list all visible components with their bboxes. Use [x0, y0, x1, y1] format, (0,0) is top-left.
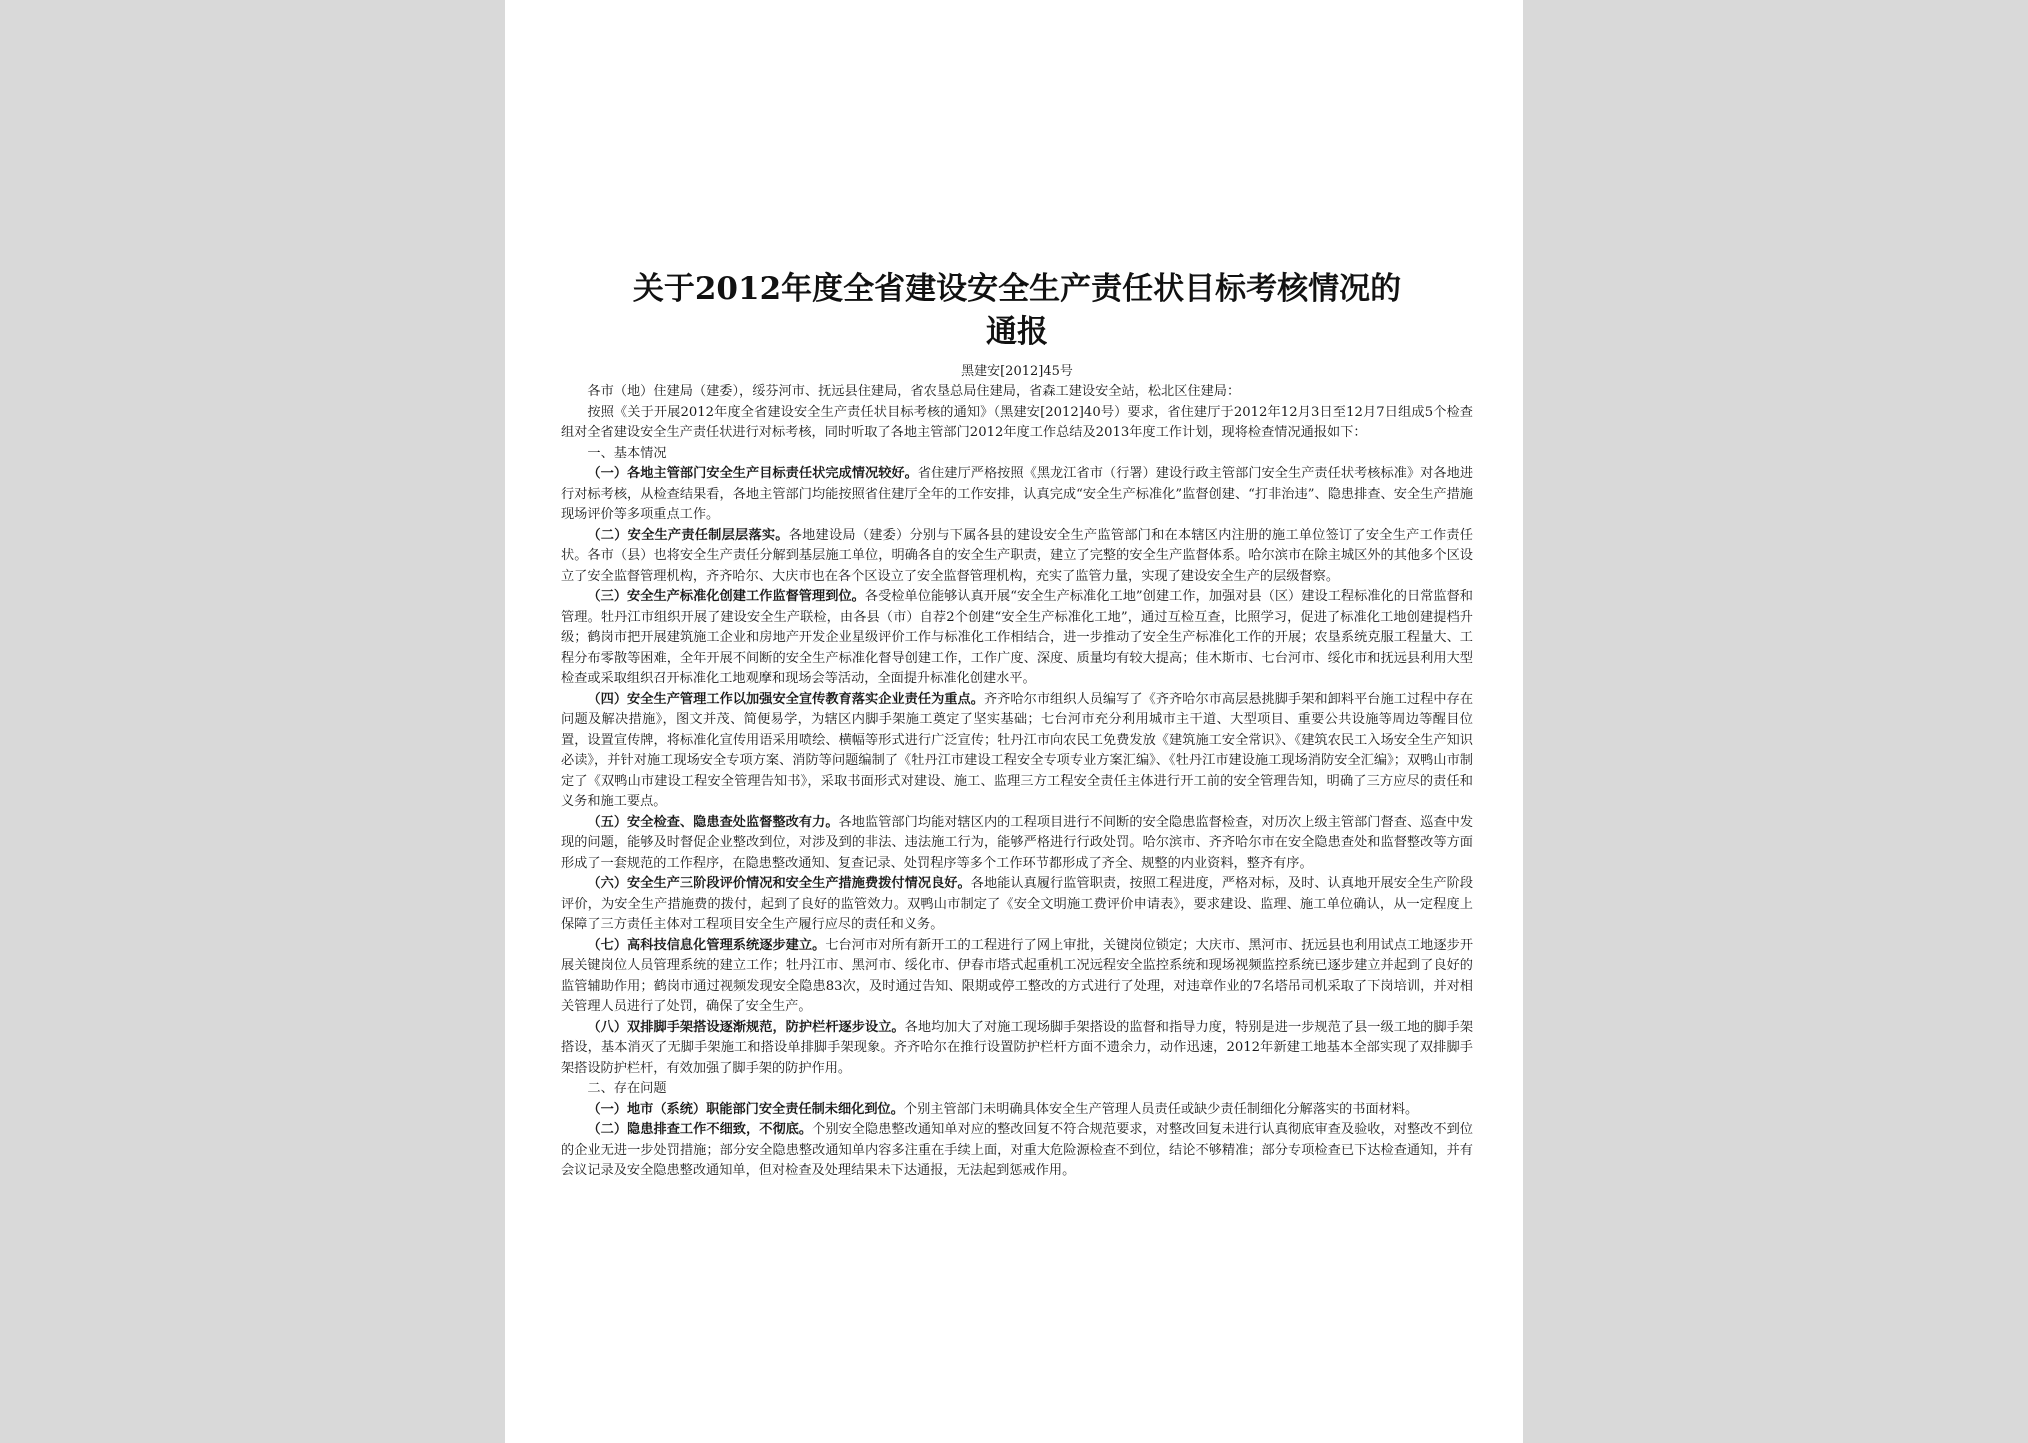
paragraph-body: 七台河市对所有新开工的工程进行了网上审批，关键岗位锁定；大庆市、黑河市、抚远县也利用试点工地逐步开展关键岗位人员管理系统的建立工作；牡丹江市、黑河市、绥化市、伊春市塔式起重机工况远程安全监控系统和现场视频监控系统已逐步建立并起到了良好的监管辅助作用；鹤岗市通过视频发现安全隐患83次，及时通过告知、限期或停工整改的方式进行了处理，对违章作业的7名塔吊司机采取了下岗培训，并对相关管理人员进行了处罚，确保了安全生产。 [561, 937, 1473, 1014]
intro-paragraph: 按照《关于开展2012年度全省建设安全生产责任状目标考核的通知》（黑建安[2012]40号）要求，省住建厅于2012年12月3日至12月7日组成5个检查组对全省建设安全生产责任状进行对标考核，同时听取了各地主管部门2012年度工作总结及2013年度工作计划，现将检查情况通报如下： [561, 404, 1473, 440]
section-heading-basic: 一、基本情况 [587, 445, 667, 461]
paragraph [561, 874, 1473, 936]
paragraph [561, 1120, 1473, 1182]
paragraph-body: 个别安全隐患整改通知单对应的整改回复不符合规范要求，对整改回复未进行认真彻底审查及验收，对整改不到位的企业无进一步处罚措施；部分安全隐患整改通知单内容多注重在手续上面，对重大危险源检查不到位，结论不够精准；部分专项检查已下达检查通知，并有会议记录及安全隐患整改通知单，但对检查及处理结果未下达通报，无法起到惩戒作用。 [561, 1122, 1473, 1178]
title-line-1: 关于2012年度全省建设安全生产责任状目标考核情况的 [632, 271, 1402, 307]
paragraph [561, 1100, 1473, 1121]
paragraph-body: 齐齐哈尔市组织人员编写了《齐齐哈尔市高层悬挑脚手架和卸料平台施工过程中存在问题及解决措施》，图文并茂、简便易学，为辖区内脚手架施工奠定了坚实基础；七台河市充分利用城市主干道、大型项目、重要公共设施等周边等醒目位置，设置宣传牌，将标准化宣传用语采用喷绘、横幅等形式进行广泛宣传；牡丹江市向农民工免费发放《建筑施工安全常识》、《建筑农民工入场安全生产知识必读》，并针对施工现场安全专项方案、消防等问题编制了《牡丹江市建设工程安全专项专业方案汇编》、《牡丹江市建设施工现场消防安全汇编》；双鸭山市制定了《双鸭山市建设工程安全管理告知书》，采取书面形式对建设、施工、监理三方工程安全责任主体进行开工前的安全管理告知，明确了三方应尽的责任和义务和施工要点。 [561, 691, 1474, 809]
paragraph-lead: （一）各地主管部门安全生产目标责任状完成情况较好。 [587, 466, 918, 481]
paragraph [561, 526, 1473, 588]
paragraph-body: 省住建厅严格按照《黑龙江省市（行署）建设行政主管部门安全生产责任状考核标准》对各地进行对标考核，从检查结果看，各地主管部门均能按照省住建厅全年的工作安排，认真完成“安全生产标准化”监督创建、“打非治违”、隐患排查、安全生产措施现场评价等多项重点工作。 [561, 466, 1474, 522]
paragraph-lead: （八）双排脚手架搭设逐渐规范，防护栏杆逐步设立。 [587, 1019, 905, 1035]
paragraph-lead: （二）隐患排查工作不细致，不彻底。 [587, 1122, 813, 1137]
paragraph-lead: （一）地市（系统）职能部门安全责任制未细化到位。 [587, 1101, 904, 1117]
paragraph-body: 各受检单位能够认真开展“安全生产标准化工地”创建工作，加强对县（区）建设工程标准化的日常监督和管理。牡丹江市组织开展了建设安全生产联检，由各县（市）自荐2个创建“安全生产标准化工地”，通过互检互查，比照学习，促进了标准化工地创建提档升级；鹤岗市把开展建筑施工企业和房地产开发企业星级评价工作与标准化工作相结合，进一步推动了安全生产标准化工作的开展；农垦系统克服工程量大、工程分布零散等困难，全年开展不间断的安全生产标准化督导创建工作，工作广度、深度、质量均有较大提高；佳木斯市、七台河市、绥化市和抚远县利用大型检查或采取组织召开标准化工地观摩和现场会等活动，全面提升标准化创建水平。 [561, 589, 1473, 686]
paragraph-lead: （三）安全生产标准化创建工作监督管理到位。 [587, 589, 865, 604]
document-title [561, 268, 1473, 354]
document-page [505, 0, 1523, 1443]
paragraph [561, 1018, 1473, 1080]
addressee: 各市（地）住建局（建委），绥芬河市、抚远县住建局，省农垦总局住建局，省森工建设安全站，松北区住建局： [587, 384, 1241, 399]
paragraph-body: 各地建设局（建委）分别与下属各县的建设安全生产监管部门和在本辖区内注册的施工单位签订了安全生产工作责任状。各市（县）也将安全生产责任分解到基层施工单位，明确各自的安全生产职责，建立了完整的安全生产监督体系。哈尔滨市在除主城区外的其他多个区设立了安全监督管理机构，齐齐哈尔、大庆市也在各个区设立了安全监督管理机构，充实了监管力量，实现了建设安全生产的层级督察。 [561, 527, 1473, 584]
paragraph-lead: （六）安全生产三阶段评价情况和安全生产措施费拨付情况良好。 [587, 876, 971, 891]
paragraph-lead: （七）高科技信息化管理系统逐步建立。 [587, 937, 826, 953]
paragraph [561, 587, 1473, 690]
paragraph [561, 936, 1473, 1018]
paragraph-lead: （五）安全检查、隐患查处监督整改有力。 [587, 814, 839, 830]
paragraph-body: 个别主管部门未明确具体安全生产管理人员责任或缺少责任制细化分解落实的书面材料。 [903, 1101, 1419, 1117]
paragraph-body: 各地能认真履行监管职责，按照工程进度，严格对标，及时、认真地开展安全生产阶段评价，为安全生产措施费的拨付，起到了良好的监管效力。双鸭山市制定了《安全文明施工费评价申请表》，要求建设、监理、施工单位确认，从一定程度上保障了三方责任主体对工程项目安全生产履行应尽的责任和义务。 [561, 876, 1474, 932]
paragraph [561, 690, 1473, 813]
document-number: 黑建安[2012]45号 [961, 364, 1073, 379]
paragraph [561, 464, 1473, 526]
paragraph-body: 各地均加大了对施工现场脚手架搭设的监督和指导力度，特别是进一步规范了县一级工地的脚手架搭设，基本消灭了无脚手架施工和搭设单排脚手架现象。齐齐哈尔在推行设置防护栏杆方面不遗余力，动作迅速，2012年新建工地基本全部实现了双排脚手架搭设防护栏杆，有效加强了脚手架的防护作用。 [561, 1019, 1474, 1076]
paragraph-body: 各地监管部门均能对辖区内的工程项目进行不间断的安全隐患监督检查，对历次上级主管部门督查、巡查中发现的问题，能够及时督促企业整改到位，对涉及到的非法、违法施工行为，能够严格进行行政处罚。哈尔滨市、齐齐哈尔市在安全隐患查处和监督整改等方面形成了一套规范的工作程序，在隐患整改通知、复查记录、处罚程序等多个工作环节都形成了齐全、规整的内业资料，整齐有序。 [561, 814, 1474, 871]
paragraph-lead: （二）安全生产责任制层层落实。 [587, 527, 789, 543]
title-line-2: 通报 [986, 314, 1048, 350]
section-heading-problems: 二、存在问题 [587, 1081, 667, 1096]
paragraph-lead: （四）安全生产管理工作以加强安全宣传教育落实企业责任为重点。 [587, 691, 984, 707]
paragraph [561, 813, 1473, 875]
